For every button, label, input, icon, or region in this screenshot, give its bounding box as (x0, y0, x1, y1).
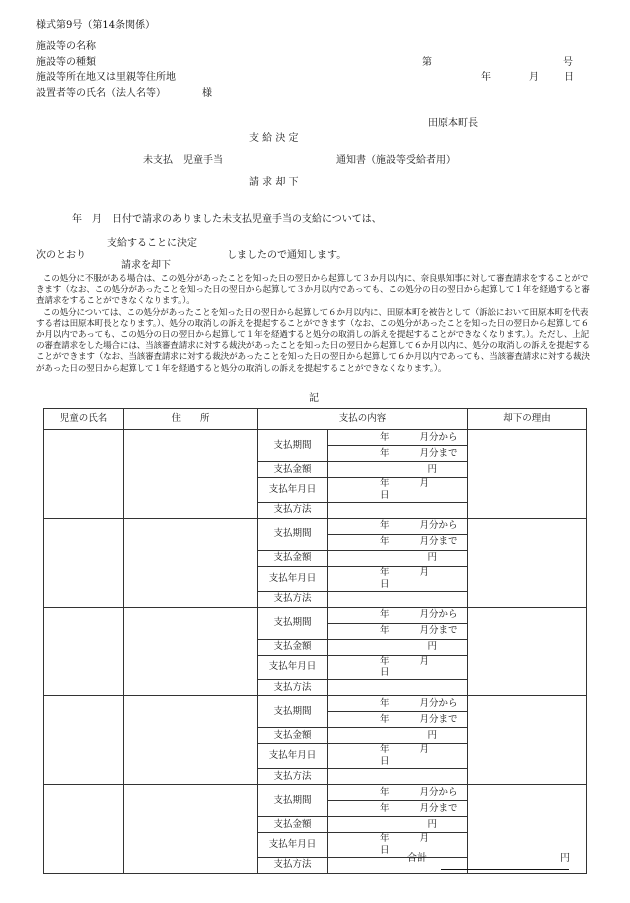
rejection-reason-cell[interactable] (468, 518, 587, 607)
title-decision: 支 給 決 定 (249, 133, 299, 144)
period-from[interactable]: 年 月分から (328, 607, 468, 623)
period-from[interactable]: 年 月分から (328, 696, 468, 712)
payment-method-field[interactable] (328, 591, 468, 607)
address-cell[interactable] (124, 518, 258, 607)
payment-method-field[interactable] (328, 680, 468, 696)
payment-date-field[interactable]: 年 月日 (328, 744, 468, 769)
date-month: 月 (529, 72, 539, 83)
payment-date-field[interactable]: 年 月日 (328, 655, 468, 680)
facility-type-label: 施設等の種類 (36, 57, 96, 68)
date-day: 日 (564, 72, 574, 83)
payment-date-field[interactable]: 年 月日 (328, 478, 468, 503)
facility-address-label: 施設等所在地又は里親等住所地 (36, 72, 176, 83)
record-row (44, 696, 587, 712)
method-label: 支払方法 (258, 591, 328, 607)
founder-label: 設置者等の氏名（法人名等） (36, 88, 166, 99)
period-label: 支払期間 (258, 518, 328, 550)
period-label: 支払期間 (258, 430, 328, 462)
header-rejection-reason: 却下の理由 (468, 409, 587, 430)
method-label: 支払方法 (258, 769, 328, 785)
payment-method-field[interactable] (328, 857, 468, 873)
address-cell[interactable] (124, 785, 258, 874)
option-reject: 請求を却下 (121, 260, 171, 271)
record-row (44, 785, 587, 801)
period-to[interactable]: 年 月分まで (328, 623, 468, 639)
address-cell[interactable] (124, 430, 258, 519)
child-name-cell[interactable] (44, 696, 124, 785)
option-pay: 支給することに決定 (107, 238, 197, 249)
amount-label: 支払金額 (258, 462, 328, 478)
rejection-reason-cell[interactable] (468, 696, 587, 785)
amount-field[interactable]: 円 (328, 639, 468, 655)
period-from[interactable]: 年 月分から (328, 518, 468, 534)
record-row (44, 518, 587, 534)
period-to[interactable]: 年 月分まで (328, 801, 468, 817)
payment-date-field[interactable]: 年 月日 (328, 566, 468, 591)
date-label: 支払年月日 (258, 566, 328, 591)
amount-field[interactable]: 円 (328, 817, 468, 833)
issuer: 田原本町長 (428, 118, 478, 129)
date-year: 年 (481, 72, 491, 83)
amount-field[interactable]: 円 (328, 728, 468, 744)
address-cell[interactable] (124, 607, 258, 696)
header-address: 住 所 (124, 409, 258, 430)
form-number: 様式第9号（第14条関係） (36, 20, 156, 31)
body-line1: 年 月 日付で請求のありました未支払児童手当の支給については、 (72, 214, 382, 225)
method-label: 支払方法 (258, 680, 328, 696)
payment-date-field[interactable]: 年 月日 (328, 833, 468, 858)
payment-table (43, 408, 587, 874)
honorific: 様 (202, 88, 212, 99)
date-label: 支払年月日 (258, 478, 328, 503)
period-label: 支払期間 (258, 785, 328, 817)
record-row (44, 607, 587, 623)
total-unit: 円 (560, 853, 570, 864)
rejection-reason-cell[interactable] (468, 607, 587, 696)
amount-label: 支払金額 (258, 817, 328, 833)
notice-lawsuit: この処分については、この処分があったことを知った日の翌日から起算して６か月以内に、田原本町を被告として（訴訟において田原本町を代表する者は田原本町長となります。）、処分の取消しの訴えを提起することができます（なお、この処分があったことを知った日の翌日から起算して６か月以内であっても、この処分の日の翌日から起算して１年を経過すると処分の取消しの訴えを提起することができなくなります。）。ただし、上記の審査請求をした場合には、当該審査請求に対する裁決があったことを知った日の翌日から起算して６か月以内に、処分の取消しの訴えを提起することができます（なお、当該審査請求に対する裁決があったことを知った日の翌日から起算して６か月以内であっても、当該審査請求に対する裁決があった日の翌日から起算して１年を経過すると処分の取消しの訴えを提起することができなくなります。）。 (36, 307, 590, 374)
child-name-cell[interactable] (44, 430, 124, 519)
amount-label: 支払金額 (258, 639, 328, 655)
header-child-name: 児童の氏名 (44, 409, 124, 430)
period-label: 支払期間 (258, 607, 328, 639)
total-field[interactable] (441, 868, 569, 870)
method-label: 支払方法 (258, 857, 328, 873)
amount-field[interactable]: 円 (328, 550, 468, 566)
next-label: 次のとおり (36, 250, 86, 261)
period-to[interactable]: 年 月分まで (328, 446, 468, 462)
address-cell[interactable] (124, 696, 258, 785)
amount-label: 支払金額 (258, 550, 328, 566)
title-rejection: 請 求 却 下 (249, 177, 299, 188)
record-row (44, 430, 587, 446)
period-from[interactable]: 年 月分から (328, 785, 468, 801)
date-label: 支払年月日 (258, 744, 328, 769)
number-suffix: 号 (563, 57, 573, 68)
amount-label: 支払金額 (258, 728, 328, 744)
appeal-notice (36, 274, 596, 375)
rejection-reason-cell[interactable] (468, 430, 587, 519)
payment-method-field[interactable] (328, 769, 468, 785)
method-label: 支払方法 (258, 502, 328, 518)
period-to[interactable]: 年 月分まで (328, 712, 468, 728)
child-name-cell[interactable] (44, 607, 124, 696)
table-header-row (44, 409, 587, 430)
facility-name-label: 施設等の名称 (36, 41, 96, 52)
ki-mark: 記 (309, 393, 319, 404)
amount-field[interactable]: 円 (328, 462, 468, 478)
date-label: 支払年月日 (258, 655, 328, 680)
number-prefix: 第 (422, 57, 432, 68)
title-prefix: 未支払 児童手当 (143, 155, 223, 166)
table-body (44, 430, 587, 874)
notice-review: この処分に不服がある場合は、この処分があったことを知った日の翌日から起算して３か月以内に、奈良県知事に対して審査請求をすることができます（なお、この処分があったことを知った日の翌日から起算して３か月以内であっても、この処分の日の翌日から起算して１年を経過すると審査請求をすることができなくなります。）。 (36, 274, 590, 307)
period-from[interactable]: 年 月分から (328, 430, 468, 446)
total-label: 合計 (407, 853, 427, 864)
payment-method-field[interactable] (328, 502, 468, 518)
date-label: 支払年月日 (258, 833, 328, 858)
child-name-cell[interactable] (44, 518, 124, 607)
header-payment-content: 支払の内容 (258, 409, 468, 430)
notify-text: しましたので通知します。 (227, 250, 347, 261)
period-to[interactable]: 年 月分まで (328, 534, 468, 550)
title-suffix: 通知書（施設等受給者用） (336, 155, 456, 166)
period-label: 支払期間 (258, 696, 328, 728)
child-name-cell[interactable] (44, 785, 124, 874)
